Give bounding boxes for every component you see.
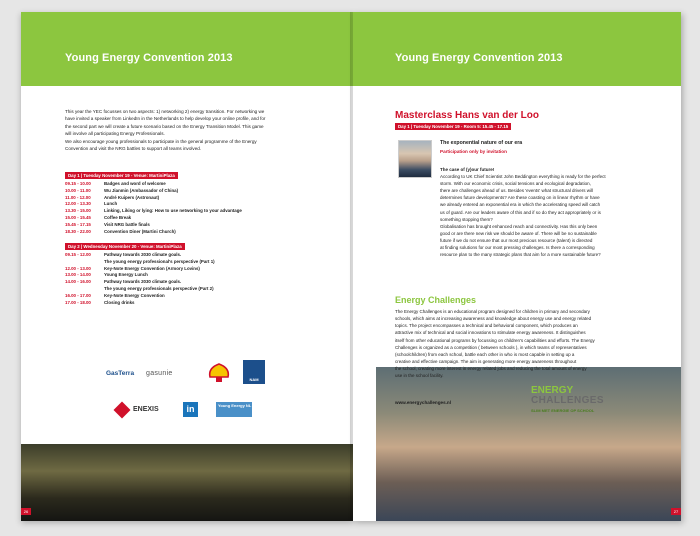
description-line: According to UK Chief Scientist John Beddington everything is ready for the perfect [440,174,606,180]
schedule-item: Pathway towards 2030 climate goals. [104,252,182,257]
schedule-row [65,208,242,215]
schedule-item: Linking, Liking or lying: How to use networking to your advantage [104,208,242,214]
event-photo [21,444,353,521]
intro-line: This year the YEC focusses on two aspects: 1) networking 2) energy transition. For networking we [65,109,265,114]
schedule-time: 15.00 - 15.45 [65,214,91,220]
day1-title-bar: Day 1 | Tuesday November 19 - Venue: MartiniPlaza [65,172,178,179]
ec-line: The Energy Challenges is an educational program designed for children in primary and secondary [395,309,590,314]
schedule-row [65,181,242,188]
enexis-logo-icon [114,402,131,419]
invitation-note: Participation only by invitation [440,149,507,154]
ec-line: (schoolchildren) from each school, battle each other in who is most capable in setting up a [395,351,575,357]
left-header-title: Young Energy Convention 2013 [65,52,233,64]
ec-line: topics. The project encompasses a technical and behavioral component, which produces an [395,323,578,329]
energy-challenges-title: Energy Challenges [395,295,477,305]
schedule-row [65,272,215,279]
schedule-time: 12.00 - 13.00 [65,265,91,271]
ec-line: the school, creating more interest in energy related jobs and reducing the total amount of energy [395,366,587,372]
schedule-item: Badges and word of welcome [104,181,166,186]
schedule-item: Young Energy Lunch [104,272,148,278]
schedule-item: Lunch [104,201,118,207]
schedule-item: André Kuipers (Astronaut) [104,194,160,200]
masterclass-title: Masterclass Hans van der Loo [395,110,539,121]
intro-line: the second part we will create a future scenario based on the Energy Transition Model. This game [65,123,264,129]
ec-line: attractive mix of technical and social innovations to stimulate energy awareness. It distinguishes [395,330,586,336]
schedule-time: 10.00 - 11.00 [65,187,91,193]
right-header-title: Young Energy Convention 2013 [395,52,563,64]
schedule-time: 18.30 - 22.00 [65,228,91,234]
schedule-item: Visit NRG battle finals [104,221,150,227]
description-line: us of guard. Are our leaders aware of this and if so do they act appropriately or is [440,209,601,215]
ec-line: creative and effective campaign. The aim is generating more energy awareness throughout [395,359,577,365]
session-topic: The exponential nature of our era [440,140,523,146]
schedule-item: Coffee Break [104,214,132,220]
schedule-row [65,293,215,300]
description-line: something stopping them? [440,216,493,222]
description-line: determines future developments? Are these coasting on in linear rhythm or have [440,195,600,201]
schedule-item: The young energy professionals perspective (Part 2) [104,285,214,291]
schedule-row [65,259,215,266]
session-description [440,166,667,258]
schedule-time: 14.00 - 16.00 [65,279,91,285]
schedule-item: Pathway towards 2030 climate goals. [104,279,182,285]
schedule-time [65,286,104,293]
energy-challenges-text [395,308,669,380]
schedule-item: Closing drinks [104,299,135,305]
schedule-row [65,201,242,208]
schedule-time: 16.00 - 17.00 [65,292,91,298]
schedule-row [65,229,242,236]
shell-logo-icon [208,363,230,383]
schedule-item: The young energy professional's perspective (Part 1) [104,258,215,264]
description-line: storm. With our economic crisis, social tensions and ecological degradation, [440,181,591,187]
masterclass-session-bar: Day 1 | Tuesday November 19 - Room 5: 15.45 - 17.15 [395,123,511,130]
schedule-time: 13.00 - 14.00 [65,272,91,278]
intro-text [65,108,323,152]
schedule-time: 15.45 - 17.15 [65,221,91,227]
schedule-row [65,188,242,195]
sponsor-logos [106,360,286,430]
schedule-time [65,259,104,266]
linkedin-logo-icon: in [183,402,198,417]
description-line: Globalisation has brought enhanced reach and connectivity. Has this only been [440,223,598,229]
schedule-item: Key-Note Energy Convention [104,292,165,298]
schedule-item: Wu Jianmin (Ambassador of China) [104,187,179,193]
description-line: good or are there new risk we should be aware of. There will be no sustainable [440,230,597,236]
schedule-time: 11.00 - 12.00 [65,194,91,200]
schedule-time: 17.00 - 18.00 [65,299,91,305]
schedule-row [65,279,215,286]
gasterra-logo: GasTerra [106,370,135,377]
description-line: there are challenges ahead of us. Besides 'events' what structural drivers will [440,188,594,194]
schedule-row [65,215,242,222]
energy-challenges-url[interactable]: www.energychallenges.nl [395,400,451,405]
page-number-left: 26 [21,508,31,515]
intro-line: have invited a speaker from LinkedIn in the Netherlands to help develop your online profile, and for [65,116,266,122]
nam-logo-text: NAM [249,377,259,382]
schedule-row [65,252,215,259]
schedule-item: Key-Note Energy Convention (Armory Lovins) [104,265,200,271]
ec-logo-line2: CHALLENGES [531,395,604,406]
description-line: resource plan to the many strategic plans that aim for a more sustainable future? [440,252,601,258]
day2-schedule [65,252,215,306]
young-energy-logo: Young Energy NL [216,402,252,417]
schedule-time: 09.15 - 10.00 [65,181,91,186]
schedule-row [65,266,215,273]
description-line: we already entered an exponential era in which the accelerating speed will catch [440,202,601,208]
ec-logo-slogan: SLIM MET ENERGIE OP SCHOOL [531,408,595,413]
description-line: at finding solutions for our most pressing challenges. Is there a corresponding [440,245,595,251]
description-heading: The case of (y)our future! [440,167,495,172]
gasunie-logo: gasunie [146,370,173,377]
description-line: future if we do not ensure that our most precious resource (talent) is directed [440,237,593,243]
schedule-row [65,195,242,202]
schedule-row [65,222,242,229]
left-header-band [21,12,353,86]
schedule-row [65,300,215,307]
energy-challenges-logo [531,386,651,413]
intro-line: We also encourage young professionals to participate in the general programme of the Energy [65,138,257,144]
ec-line: schools, which aims at increasing awareness and knowledge about energy use and energy related [395,316,592,322]
ec-line: itself from other educational programs by focussing on children's capabilities and efforts. The Energy [395,337,595,343]
schedule-item: Convention Diner (Martini Church) [104,228,176,234]
schedule-time: 12.00 - 13.30 [65,201,91,207]
ec-line: Challenges is organized as a competition ( between schools ), in which teams of representatives [395,344,587,350]
schedule-time: 13.30 - 15.00 [65,208,91,214]
schedule-time: 09.15 - 12.00 [65,252,91,257]
ec-line: use in the school facility. [395,373,444,379]
day1-schedule [65,181,242,235]
speaker-portrait [398,140,432,178]
day2-title-bar: Day 2 | Wednesday November 20 - Venue: MartiniPlaza [65,243,185,250]
enexis-logo: ENEXIS [133,406,159,413]
page-number-right: 27 [671,508,681,515]
ec-logo-line1: ENERGY [531,385,574,396]
left-page [21,12,353,521]
intro-line: will involve all participating Energy Professionals. [65,131,165,137]
right-page [353,12,681,521]
nam-logo-icon [243,360,265,384]
intro-line: Convention and visit the NRG battles to support all teams involved. [65,146,202,152]
schedule-row [65,286,215,293]
right-header-band [353,12,681,86]
